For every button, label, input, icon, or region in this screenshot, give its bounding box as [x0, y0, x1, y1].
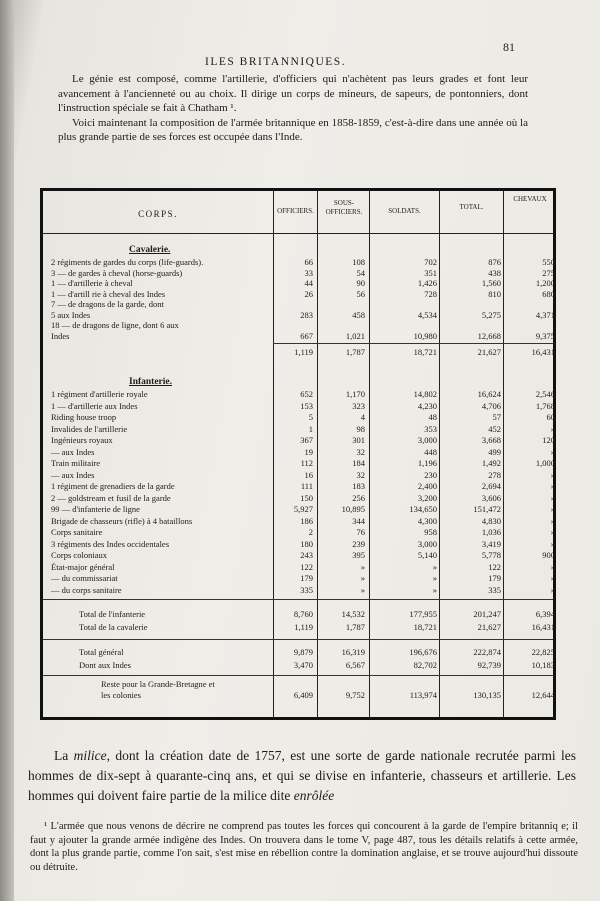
cell: 10,895	[341, 504, 365, 514]
table-row	[43, 278, 559, 288]
cell: 278	[488, 469, 501, 480]
cell: 12,668	[477, 330, 501, 341]
cell: 10,183	[531, 660, 555, 670]
cell: 92,739	[477, 660, 501, 670]
cell: 122	[300, 561, 313, 572]
cell: 26	[304, 288, 313, 299]
text-span: La	[54, 748, 74, 763]
cell: 4,830	[481, 515, 501, 526]
totals-rule	[43, 675, 553, 676]
cell: 335	[300, 584, 313, 595]
table-row	[43, 424, 559, 434]
table-row	[43, 435, 559, 445]
cell: 3,000	[417, 538, 437, 549]
cell: 18,721	[413, 347, 437, 357]
cell: 1,170	[345, 389, 365, 399]
cell: »	[360, 573, 365, 583]
milice-paragraph	[28, 746, 576, 806]
row-label: 3 régiments des Indes occidentales	[51, 538, 170, 549]
header-chevaux: CHEVAUX	[513, 195, 547, 203]
row-label: Ingénieurs royaux	[51, 435, 113, 445]
cell: 113,974	[409, 690, 437, 700]
cell: 14,802	[413, 389, 437, 399]
row-label: Corps coloniaux	[51, 550, 107, 560]
dont-indes-row	[43, 660, 559, 670]
cell: 54	[356, 267, 365, 278]
cell: 5,275	[481, 309, 501, 320]
row-label: Total général	[79, 647, 124, 657]
table-row	[43, 389, 559, 399]
cell: 4,371	[535, 309, 555, 320]
cell: 6,409	[293, 690, 313, 700]
row-label: Invalides de l'artillerie	[51, 423, 128, 434]
cell: 1,768	[535, 400, 555, 411]
header-rule	[43, 233, 553, 234]
cell: 256	[352, 492, 365, 503]
row-label: Riding house troop	[51, 412, 117, 422]
cell: 2,546	[535, 389, 555, 399]
cell: 33	[304, 267, 313, 278]
cavalerie-total-row	[43, 347, 559, 357]
cell: 153	[300, 400, 313, 411]
cell: 335	[488, 584, 501, 595]
cell: 19	[304, 446, 313, 457]
cell: »	[550, 446, 555, 457]
cell: 351	[424, 267, 437, 278]
cell: 21,627	[477, 622, 501, 632]
cell: 21,627	[477, 347, 501, 357]
cell: 16,319	[341, 647, 365, 657]
cell: 4,706	[481, 400, 501, 411]
cell: 3,000	[417, 435, 437, 445]
table-row	[43, 550, 559, 560]
cell: »	[550, 584, 555, 595]
cell: 652	[300, 389, 313, 399]
cell: 900	[542, 550, 555, 560]
cell: 196,676	[409, 647, 437, 657]
cell: 16	[304, 469, 313, 480]
cell: 16,624	[477, 389, 501, 399]
cell: 12,644	[531, 690, 555, 700]
intro-text	[58, 72, 528, 145]
cell: 283	[300, 309, 313, 320]
cell: 10,980	[413, 330, 437, 341]
table-row	[43, 447, 559, 457]
cell: »	[360, 561, 365, 572]
cell: 184	[352, 458, 365, 468]
cell: 57	[492, 412, 501, 422]
army-composition-table	[40, 188, 556, 720]
cell: 1,200	[535, 278, 555, 288]
cell: »	[550, 538, 555, 549]
row-label: Total de l'infanterie	[79, 609, 146, 619]
footnote-text: ¹ L'armée que nous venons de décrire ne comprend pas toutes les forces qui concourent à la garde de l'empire britanniq e; il faut y ajouter la grande armée indigène des Indes. On trouvera dans le tome V, page 487, tous les détails relatifs à cette armée, dont la plus grande partie, comme l'on sait, s'est mise en rébellion contre la domination anglaise, et se trouve aujourd'hui dissoute ou détruite.	[30, 821, 578, 873]
table-row	[43, 331, 559, 341]
cell: 3,470	[293, 660, 313, 670]
cell: 150	[300, 492, 313, 503]
cell: 98	[356, 423, 365, 434]
row-label: 1 régiment d'artillerie royale	[51, 389, 148, 399]
cell: 56	[356, 288, 365, 299]
row-label: 7 — de dragons de la garde, dont	[51, 299, 164, 309]
cell: 3,200	[417, 492, 437, 503]
table-row	[43, 401, 559, 411]
cell: »	[550, 504, 555, 514]
row-label: 1 — d'artill rie à cheval des Indes	[51, 288, 166, 299]
cell: 14,532	[341, 609, 365, 619]
header-total: TOTAL.	[459, 203, 484, 211]
cell: 122	[488, 561, 501, 572]
table-row	[43, 573, 559, 583]
row-label: Reste pour la Grande-Bretagne et	[101, 679, 215, 689]
totals-rule	[43, 599, 553, 600]
totals-rule	[43, 639, 553, 640]
cell: 9,752	[345, 690, 365, 700]
table-row	[43, 320, 559, 330]
table-row	[43, 539, 559, 549]
page-number: 81	[503, 40, 515, 54]
cell: 22,825	[531, 647, 555, 657]
row-label: État-major général	[51, 561, 115, 572]
row-label: 1 régiment de grenadiers de la garde	[51, 481, 175, 491]
cell: 438	[488, 267, 501, 278]
cell: 151,472	[473, 504, 501, 514]
table-row	[43, 585, 559, 595]
cell: »	[360, 584, 365, 595]
cell: 201,247	[473, 609, 501, 619]
table-row	[43, 299, 559, 309]
cell: »	[432, 584, 437, 595]
cell: 4,534	[417, 309, 437, 320]
cell: 1,492	[481, 458, 501, 468]
row-label: — du corps sanitaire	[51, 584, 122, 595]
row-label: 99 — d'infanterie de ligne	[51, 504, 140, 514]
cell: 301	[352, 435, 365, 445]
cell: 16,431	[531, 622, 555, 632]
row-label: 3 — de gardes à cheval (horse-guards)	[51, 267, 183, 278]
cell: 3,606	[481, 492, 501, 503]
cell: 5,140	[417, 550, 437, 560]
intro-paragraph: Le génie est composé, comme l'artillerie, d'officiers qui n'achètent pas leurs grades et font leur avancement à l'ancienneté ou au choix. Il dirige un corps de mineurs, de sapeurs, de pontonniers, dont l'instruction spéciale se fait à Chatham ¹.	[58, 73, 528, 114]
enrolee-word: enrôlée	[293, 788, 335, 803]
cell: 3,668	[481, 435, 501, 445]
cell: 452	[488, 423, 501, 434]
cell: »	[550, 527, 555, 537]
cell: 958	[424, 527, 437, 537]
section-infanterie-title: Infanterie.	[129, 377, 173, 387]
cell: 6,394	[535, 609, 555, 619]
cell: »	[550, 423, 555, 434]
cell: »	[550, 481, 555, 491]
table-row	[43, 504, 559, 514]
cell: 6,567	[345, 660, 365, 670]
cell: 1,036	[481, 527, 501, 537]
cell: 5	[308, 412, 313, 422]
cell: 18,721	[413, 622, 437, 632]
row-label: Corps sanitaire	[51, 527, 103, 537]
cell: 353	[424, 423, 437, 434]
cell: 16,431	[531, 347, 555, 357]
header-sous-officiers: SOUS-OFFICIERS.	[325, 199, 363, 216]
row-label: les colonies	[101, 690, 141, 700]
cell: 112	[300, 458, 313, 468]
row-label: 2 — goldstream et fusil de la garde	[51, 492, 171, 503]
cell: 3,419	[481, 538, 501, 549]
row-label: Dont aux Indes	[79, 660, 131, 670]
row-label: — aux Indes	[51, 446, 95, 457]
cell: 179	[300, 573, 313, 583]
intro-paragraph: Voici maintenant la composition de l'armée britannique en 1858-1859, c'est-à-dire dans une année où la plus grande partie de ses forces est occupée dans l'Inde.	[58, 116, 528, 143]
cell: 550	[542, 257, 555, 267]
cell: 60	[546, 412, 555, 422]
cell: 1,787	[345, 347, 365, 357]
table-row	[43, 516, 559, 526]
row-label: 18 — de dragons de ligne, dont 6 aux	[51, 320, 179, 330]
cell: 4	[360, 412, 365, 422]
table-row	[43, 268, 559, 278]
cell: 1,426	[417, 278, 437, 288]
cell: 1,787	[345, 622, 365, 632]
cell: 108	[352, 257, 365, 267]
cell: »	[550, 515, 555, 526]
cell: 323	[352, 400, 365, 411]
table-row	[43, 493, 559, 503]
table-row	[43, 289, 559, 299]
cell: 2	[308, 527, 313, 537]
cell: 48	[428, 412, 437, 422]
running-header: ILES BRITANNIQUES.	[205, 56, 347, 68]
reste-row	[43, 690, 559, 700]
cell: 876	[488, 257, 501, 267]
cell: 1,196	[417, 458, 437, 468]
cell: 90	[356, 278, 365, 288]
cell: 680	[542, 288, 555, 299]
table-row	[43, 412, 559, 422]
cell: »	[432, 561, 437, 572]
cell: 8,760	[293, 609, 313, 619]
cell: 5,927	[293, 504, 313, 514]
cell: 76	[356, 527, 365, 537]
cell: 810	[488, 288, 501, 299]
cell: »	[550, 492, 555, 503]
page-gutter	[0, 0, 14, 901]
header-soldats: SOLDATS.	[388, 207, 421, 215]
cell: 395	[352, 550, 365, 560]
cell: 180	[300, 538, 313, 549]
row-label: Indes	[51, 330, 70, 341]
cell: 222,874	[473, 647, 501, 657]
row-label: Total de la cavalerie	[79, 622, 148, 632]
cell: 1,021	[345, 330, 365, 341]
cell: 5,778	[481, 550, 501, 560]
cell: 4,300	[417, 515, 437, 526]
cell: 4,230	[417, 400, 437, 411]
row-label: Train militaire	[51, 458, 101, 468]
row-label: — du commissariat	[51, 573, 118, 583]
subtotal-rule	[273, 343, 553, 344]
cell: »	[550, 573, 555, 583]
cell: 44	[304, 278, 313, 288]
cell: »	[550, 469, 555, 480]
cell: 728	[424, 288, 437, 299]
cell: 183	[352, 481, 365, 491]
row-label: 2 régiments de gardes du corps (life-guards).	[51, 257, 204, 267]
cell: 111	[300, 481, 313, 491]
text-span: , dont la création date de 1757, est une sorte de garde nationale recrutée parmi les hommes de dix-sept à quarante-cinq ans, et qui se divise en infanterie, chasseurs et artillerie. Les hommes qui doivent faire partie de la milice dite	[28, 748, 576, 803]
row-label: 1 — d'artillerie à cheval	[51, 278, 133, 288]
cell: 179	[488, 573, 501, 583]
body-text	[28, 746, 576, 806]
cell: 134,650	[409, 504, 437, 514]
header-corps: CORPS.	[138, 209, 178, 219]
cell: 367	[300, 435, 313, 445]
cell: 82,702	[413, 660, 437, 670]
row-label: — aux Indes	[51, 469, 95, 480]
cell: 243	[300, 550, 313, 560]
cell: 448	[424, 446, 437, 457]
footnote	[30, 820, 578, 874]
section-cavalerie-title: Cavalerie.	[129, 245, 171, 255]
row-label: Brigade de chasseurs (rifle) à 4 bataillons	[51, 515, 193, 526]
cell: »	[550, 561, 555, 572]
cell: 230	[424, 469, 437, 480]
cell: 2,694	[481, 481, 501, 491]
table-row	[43, 470, 559, 480]
reste-label-row	[43, 679, 559, 689]
header-officiers: OFFICIERS.	[277, 207, 314, 215]
table-row	[43, 481, 559, 491]
cell: 239	[352, 538, 365, 549]
cell: 9,879	[293, 647, 313, 657]
cell: 1,119	[294, 622, 313, 632]
cell: 186	[300, 515, 313, 526]
total-cavalerie-row	[43, 622, 559, 632]
cell: 1,560	[481, 278, 501, 288]
table-row	[43, 562, 559, 572]
cell: »	[432, 573, 437, 583]
cell: 458	[352, 309, 365, 320]
cell: 2,400	[417, 481, 437, 491]
row-label: 1 — d'artillerie aux Indes	[51, 400, 138, 411]
cell: 130,135	[473, 690, 501, 700]
cell: 499	[488, 446, 501, 457]
cell: 667	[300, 330, 313, 341]
table-row	[43, 310, 559, 320]
total-general-row	[43, 647, 559, 657]
cell: 32	[356, 469, 365, 480]
milice-word: milice	[73, 748, 107, 763]
row-label: 5 aux Indes	[51, 309, 91, 320]
cell: 344	[352, 515, 365, 526]
table-row	[43, 458, 559, 468]
cell: 1,000	[535, 458, 555, 468]
total-infanterie-row	[43, 609, 559, 619]
cell: 120	[542, 435, 555, 445]
cell: 177,955	[409, 609, 437, 619]
cell: 1	[308, 423, 313, 434]
cell: 9,375	[535, 330, 555, 341]
table-row	[43, 257, 559, 267]
table-row	[43, 527, 559, 537]
cell: 702	[424, 257, 437, 267]
cell: 32	[356, 446, 365, 457]
cell: 275	[542, 267, 555, 278]
cell: 1,119	[294, 347, 313, 357]
cell: 66	[304, 257, 313, 267]
